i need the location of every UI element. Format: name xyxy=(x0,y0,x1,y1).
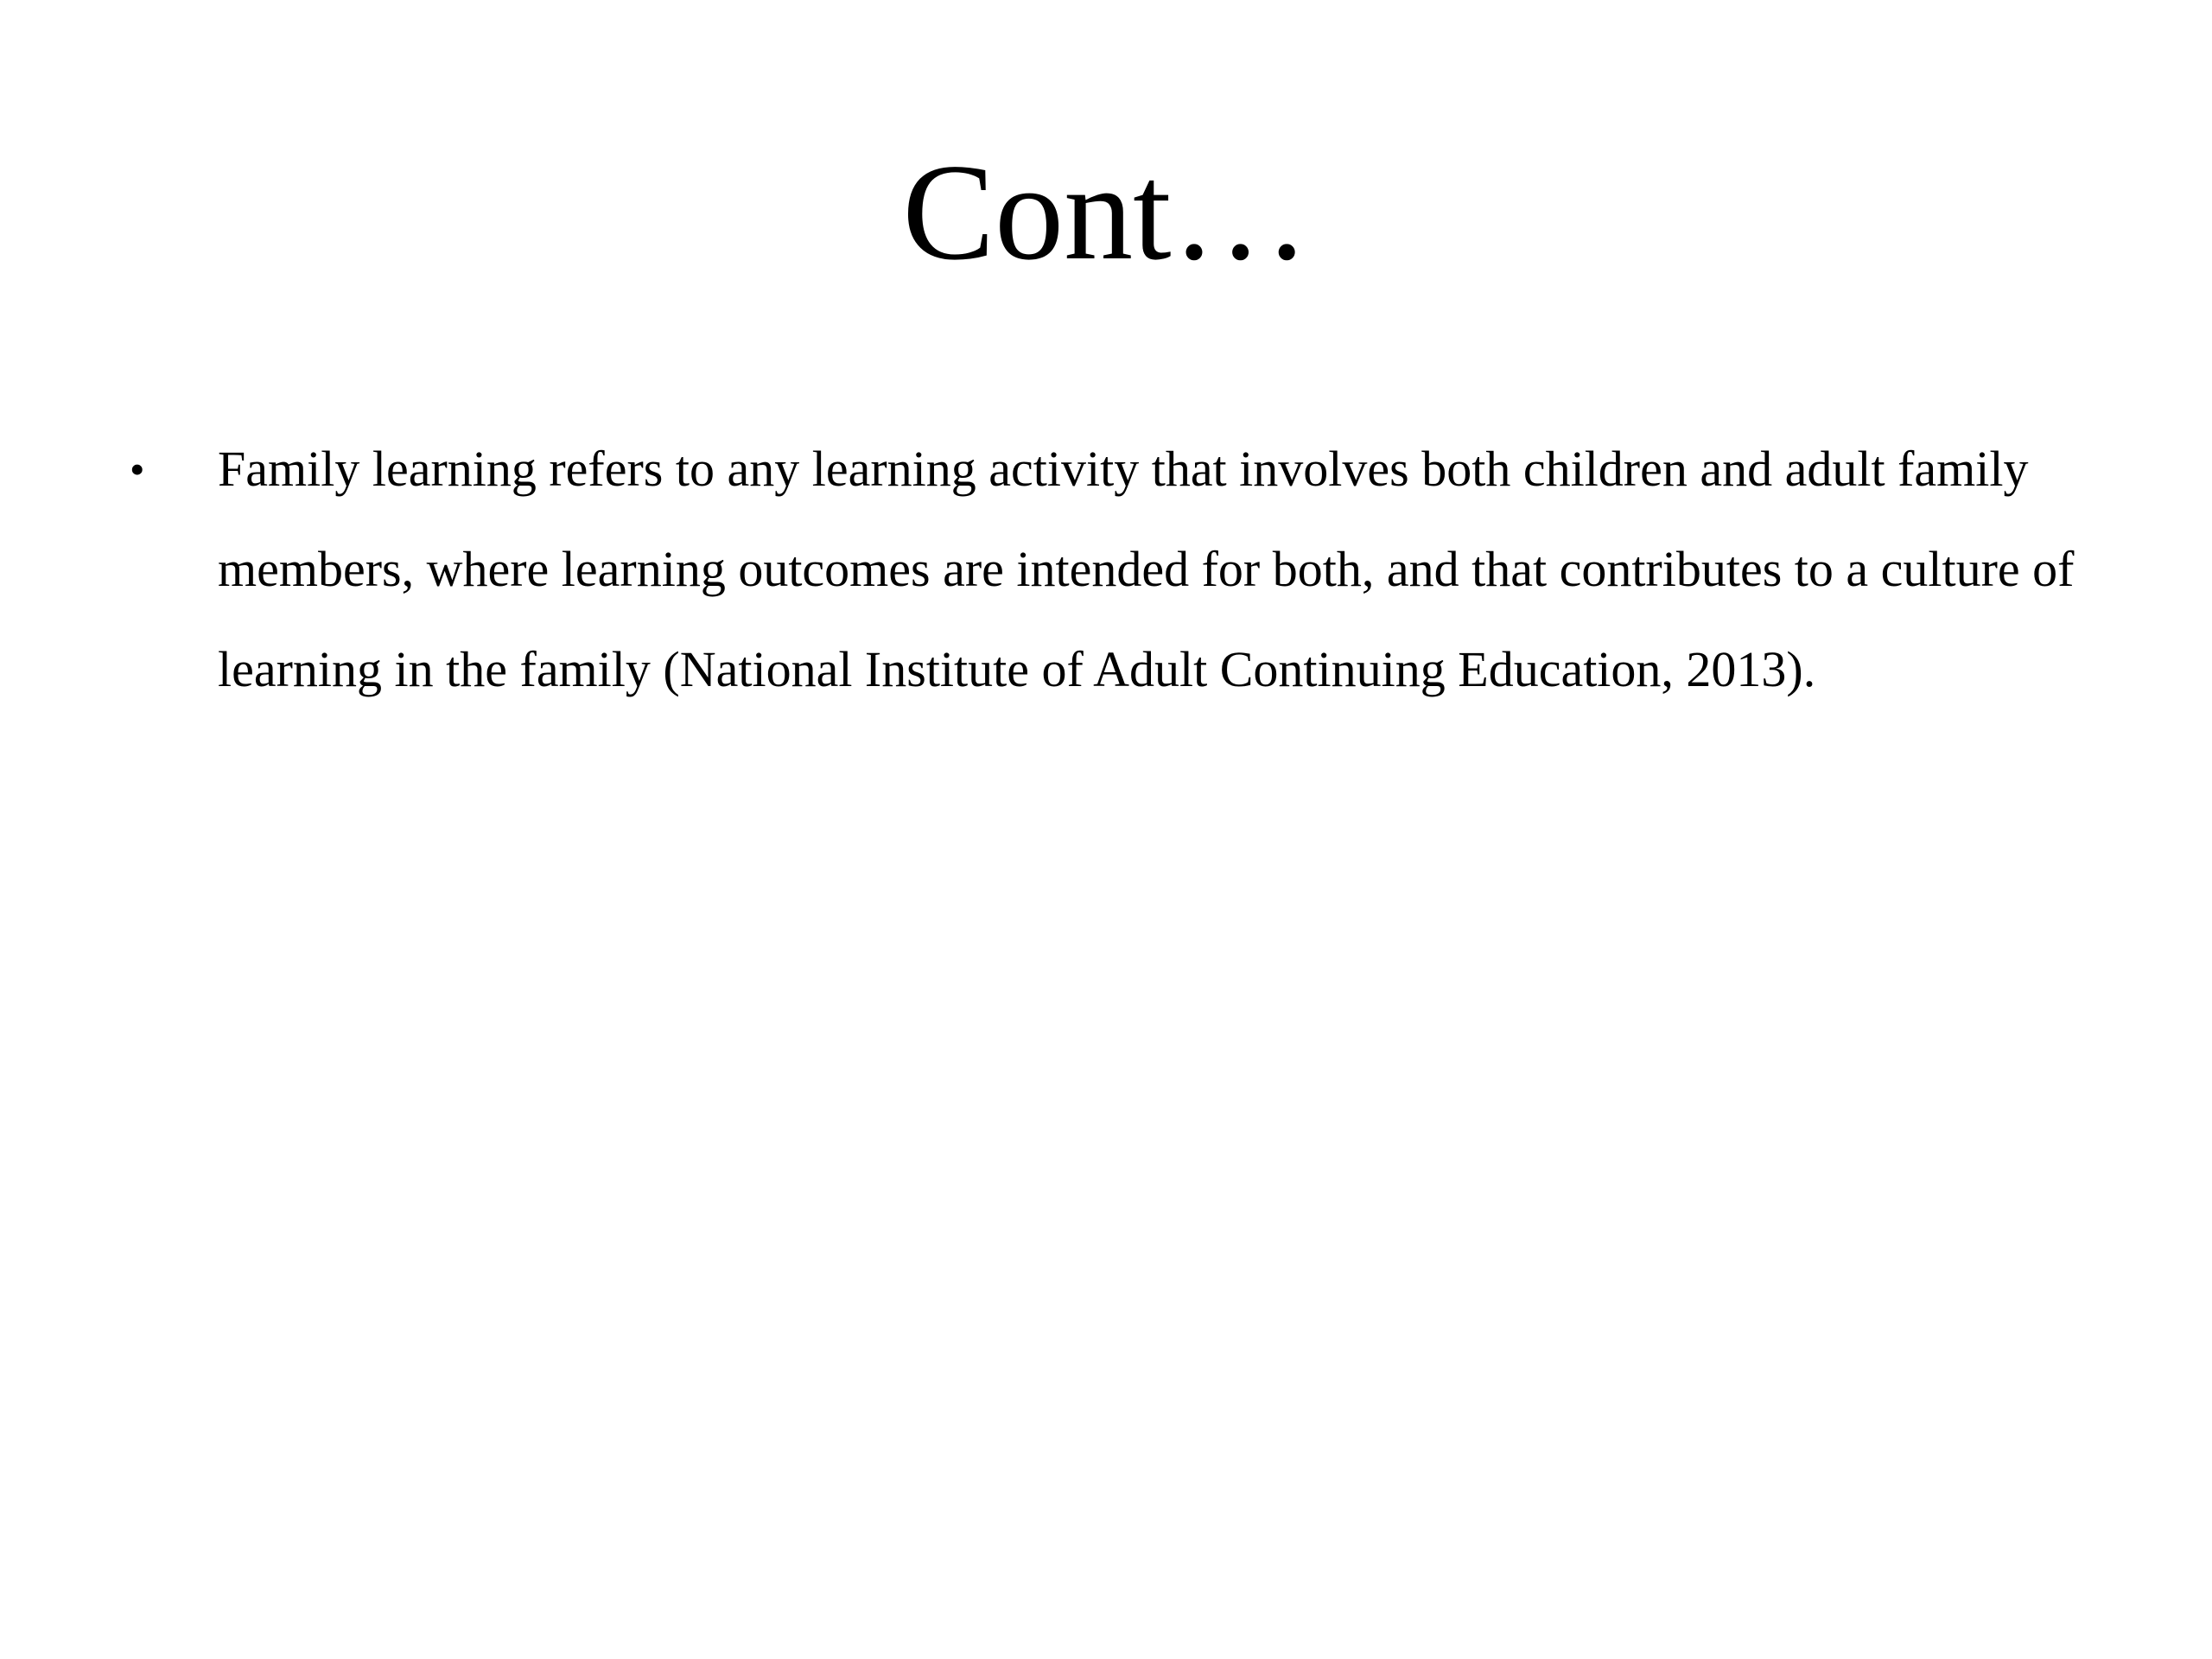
bullet-item xyxy=(130,419,2100,720)
bullet-text: Family learning refers to any learning activity that involves both children and adult family members, where learning outcomes are intended for both, and that contributes to a culture of learning in the family (National Institute of Adult Continuing Education, 2013). xyxy=(218,441,2075,697)
bullet-marker: • xyxy=(130,445,145,493)
bullet-list xyxy=(130,419,2100,720)
slide-title: Cont… xyxy=(902,135,1310,289)
